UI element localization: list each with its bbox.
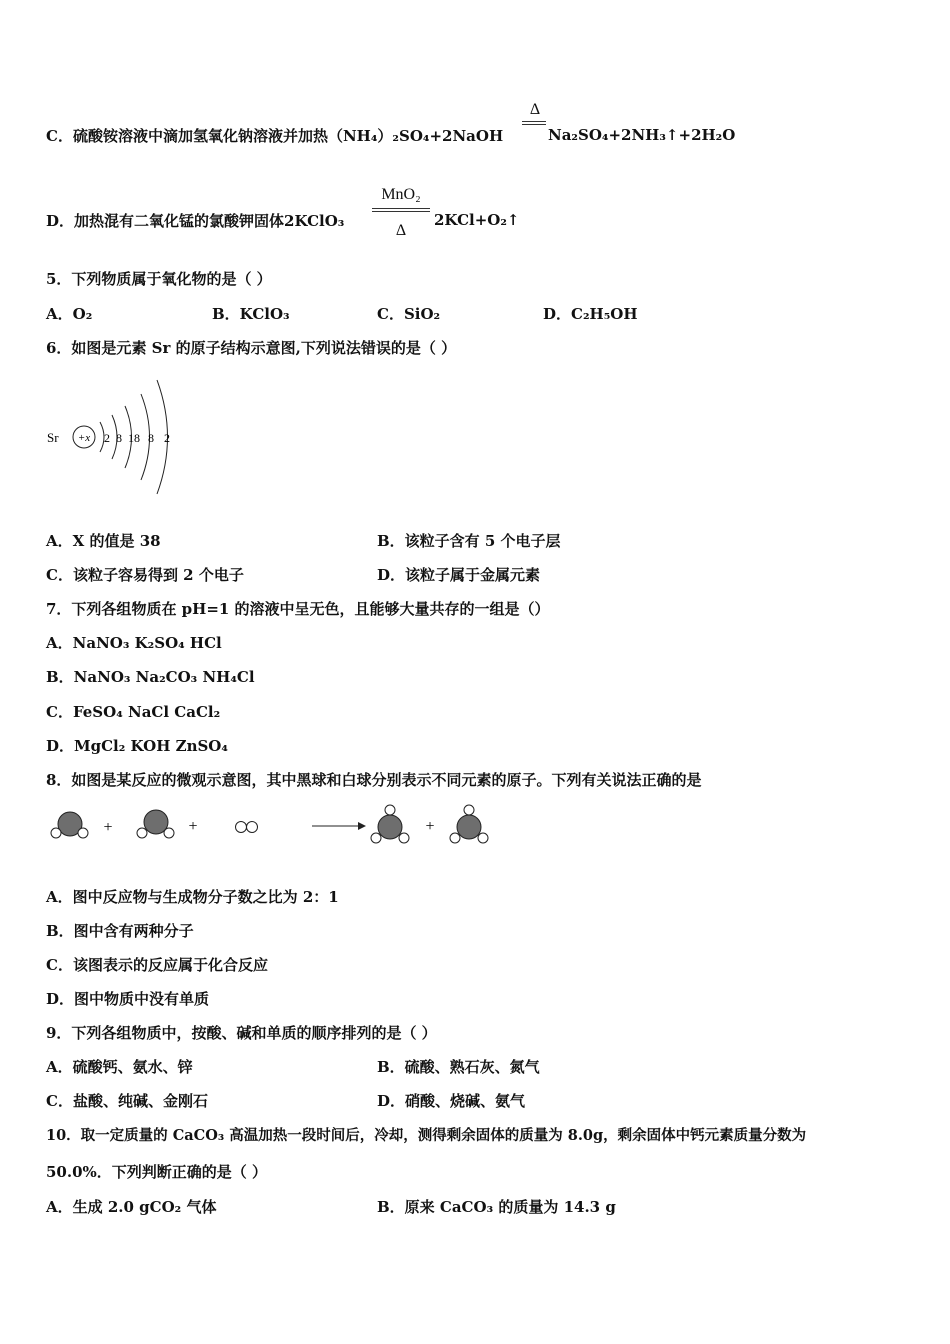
q5-option-b: B．KClO₃ (212, 305, 290, 323)
q9-option-a: A．硫酸钙、氨水、锌 (46, 1058, 193, 1076)
nucleus-charge: +x (77, 432, 91, 444)
q9-option-d: D．硝酸、烧碱、氨气 (377, 1092, 526, 1110)
shell-electrons: 18 (128, 431, 140, 445)
q9-option-b: B．硫酸、熟石灰、氮气 (377, 1058, 540, 1076)
heating-condition: Δ (529, 101, 541, 118)
reaction-micro-diagram (40, 800, 500, 852)
reaction-arrow (312, 822, 366, 830)
q10-stem-line2: 50.0%．下列判断正确的是（ ） (46, 1163, 268, 1181)
q8-option-c: C．该图表示的反应属于化合反应 (46, 956, 268, 974)
q10-option-b: B．原来 CaCO₃ 的质量为 14.3 g (377, 1198, 616, 1216)
q7-option-d: D．MgCl₂ KOH ZnSO₄ (46, 737, 228, 755)
heating-condition: Δ (395, 222, 407, 239)
option-label: C． (46, 127, 73, 145)
option-text: 硫酸铵溶液中滴加氢氧化钠溶液并加热 (72, 127, 328, 145)
q7-stem: 7．下列各组物质在 pH=1 的溶液中呈无色，且能够大量共存的一组是（） (46, 600, 550, 618)
catalyst-label: MnO₂ (381, 186, 421, 203)
q9-stem: 9．下列各组物质中，按酸、碱和单质的顺序排列的是（ ） (46, 1024, 437, 1042)
q4-option-d (46, 211, 344, 231)
equation-right: Na₂SO₄+2NH₃↑+2H₂O (548, 126, 736, 144)
plus-sign: + (103, 819, 113, 836)
reactant-molecule (51, 812, 88, 838)
q8-option-b: B．图中含有两种分子 (46, 922, 194, 940)
q7-option-b: B．NaNO₃ Na₂CO₃ NH₄Cl (46, 668, 255, 686)
equation-left: （NH₄）₂SO₄+2NaOH (327, 127, 504, 145)
q5-option-d: D．C₂H₅OH (543, 305, 638, 323)
shell-electrons: 2 (164, 431, 170, 445)
equals-sign (522, 121, 546, 125)
element-symbol: Sr (47, 430, 59, 445)
q6-stem: 6．如图是元素 Sr 的原子结构示意图,下列说法错误的是（ ） (46, 339, 457, 357)
reactant-molecule (236, 822, 258, 833)
shell-electrons: 8 (148, 431, 154, 445)
q6-option-d: D．该粒子属于金属元素 (377, 566, 541, 584)
shell-electrons: 2 (104, 431, 110, 445)
q9-option-c: C．盐酸、纯碱、金刚石 (46, 1092, 208, 1110)
q4-option-c (46, 126, 503, 146)
q5-option-c: C．SiO₂ (377, 305, 441, 323)
q8-stem: 8．如图是某反应的微观示意图，其中黑球和白球分别表示不同元素的原子。下列有关说法正确的是 (46, 771, 702, 789)
q6-option-a: A．X 的值是 38 (46, 532, 161, 550)
equation-left: 2KClO₃ (284, 212, 345, 230)
q5-option-a: A．O₂ (46, 305, 93, 323)
reactant-molecule (137, 810, 174, 838)
q7-option-a: A．NaNO₃ K₂SO₄ HCl (46, 634, 222, 652)
q10-stem-line1: 10．取一定质量的 CaCO₃ 高温加热一段时间后，冷却，测得剩余固体的质量为 8.0g，剩余固体中钙元素质量分数为 (46, 1127, 807, 1144)
q7-option-c: C．FeSO₄ NaCl CaCl₂ (46, 703, 221, 721)
q10-option-a: A．生成 2.0 gCO₂ 气体 (46, 1198, 217, 1216)
q8-option-a: A．图中反应物与生成物分子数之比为 2：1 (46, 888, 339, 906)
shell-electrons: 8 (116, 431, 122, 445)
equation-right: 2KCl+O₂↑ (434, 211, 520, 229)
product-molecule (450, 805, 488, 843)
equals-sign (372, 208, 430, 212)
q5-stem: 5．下列物质属于氧化物的是（ ） (46, 270, 272, 288)
product-molecule (371, 805, 409, 843)
q6-option-c: C．该粒子容易得到 2 个电子 (46, 566, 244, 584)
plus-sign: + (425, 818, 435, 835)
option-label: D． (46, 212, 75, 230)
q8-option-d: D．图中物质中没有单质 (46, 990, 210, 1008)
plus-sign: + (188, 818, 198, 835)
option-text: 加热混有二氧化锰的氯酸钾固体 (74, 212, 285, 230)
q6-option-b: B．该粒子含有 5 个电子层 (377, 532, 561, 550)
atom-structure-diagram (40, 372, 180, 502)
